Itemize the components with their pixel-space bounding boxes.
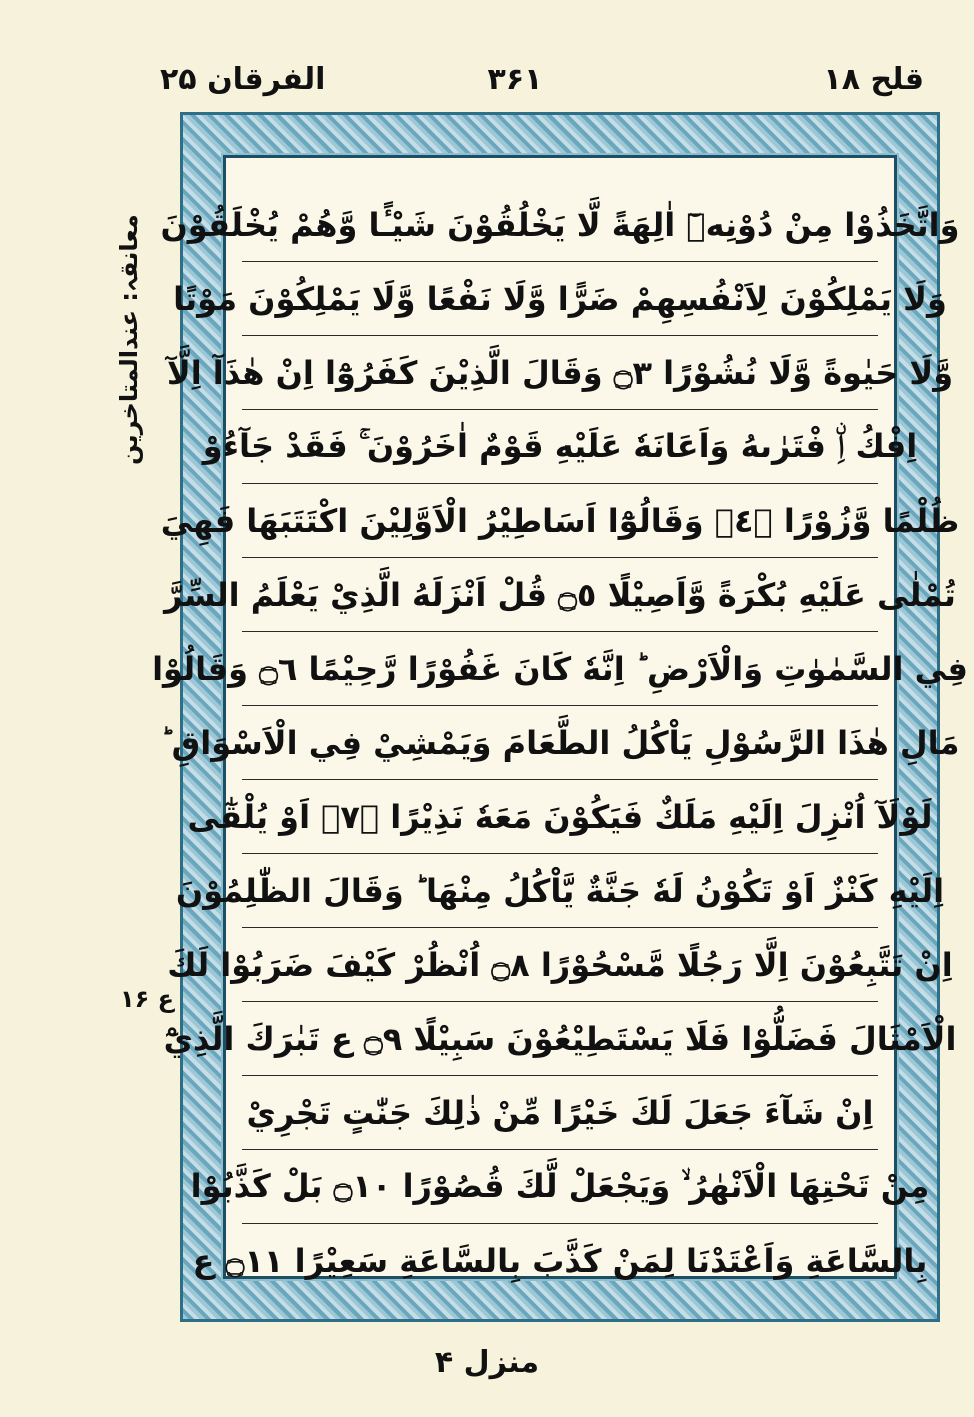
verse-line-11: اِنْ تَتَّبِعُوْنَ اِلَّا رَجُلًا مَّسْحُوْرًا ۝٨ اُنْظُرْ كَيْفَ ضَرَبُوْا لَكَ (242, 928, 878, 1002)
verse-line-5: ظُلْمًا وَّزُوْرًا ۝٤ۚ وَقَالُوْٓا اَسَاطِيْرُ الْاَوَّلِيْنَ اكْتَتَبَهَا فَهِيَ (242, 484, 878, 558)
margin-note: معانقہ: عندالمتاخرین (115, 214, 143, 466)
verse-line-8: مَالِ هٰذَا الرَّسُوْلِ يَاْكُلُ الطَّعَامَ وَيَمْشِيْ فِي الْاَسْوَاقِ ؕ (242, 706, 878, 780)
ruku-marker: ع ۱۶ (120, 985, 175, 1013)
manzil-footer: منزل ۴ (434, 1345, 540, 1380)
verse-line-7: فِي السَّمٰوٰتِ وَالْاَرْضِ ؕ اِنَّهٗ كَانَ غَفُوْرًا رَّحِيْمًا ۝٦ وَقَالُوْا (242, 632, 878, 706)
juz-label: قلح ۱۸ (823, 62, 924, 97)
verse-line-12: الْاَمْثَالَ فَضَلُّوْا فَلَا يَسْتَطِيْعُوْنَ سَبِيْلًا ۝٩ ع تَبٰرَكَ الَّذِيْٓ (242, 1002, 878, 1076)
verse-line-1: وَاتَّخَذُوْا مِنْ دُوْنِهٖٓ اٰلِهَةً لَّا يَخْلُقُوْنَ شَيْـًٔا وَّهُمْ يُخْلَقُوْنَ (242, 188, 878, 262)
verse-line-2: وَلَا يَمْلِكُوْنَ لِاَنْفُسِهِمْ ضَرًّا وَّلَا نَفْعًا وَّلَا يَمْلِكُوْنَ مَوْتًا (242, 262, 878, 336)
ornamental-border (152, 112, 968, 1322)
verse-line-13: اِنْ شَآءَ جَعَلَ لَكَ خَيْرًا مِّنْ ذٰلِكَ جَنّٰتٍ تَجْرِيْ (242, 1076, 878, 1150)
surah-label: الفرقان ۲۵ (160, 62, 326, 97)
verse-line-10: اِلَيْهِ كَنْزٌ اَوْ تَكُوْنُ لَهٗ جَنَّةٌ يَّاْكُلُ مِنْهَا ؕ وَقَالَ الظّٰلِمُوْنَ (242, 854, 878, 928)
verse-line-15: بِالسَّاعَةِ وَاَعْتَدْنَا لِمَنْ كَذَّبَ بِالسَّاعَةِ سَعِيْرًا ۝١١ ع (192, 1242, 928, 1280)
verse-line-4: اِفْكُ اِۨ فْتَرٰىهُ وَاَعَانَهٗ عَلَيْهِ قَوْمٌ اٰخَرُوْنَ ۚ فَقَدْ جَآءُوْ (242, 410, 878, 484)
page-header (0, 50, 974, 110)
verse-line-14: مِنْ تَحْتِهَا الْاَنْهٰرُ ۙ وَيَجْعَلْ لَّكَ قُصُوْرًا ۝١٠ بَلْ كَذَّبُوْا (242, 1150, 878, 1224)
page-number: ۳۶۱ (487, 62, 543, 97)
verse-line-6: تُمْلٰى عَلَيْهِ بُكْرَةً وَّاَصِيْلًا ۝٥ قُلْ اَنْزَلَهُ الَّذِيْ يَعْلَمُ السِّرَّ (242, 558, 878, 632)
verse-lines (152, 188, 968, 1280)
verse-line-9: لَوْلَآ اُنْزِلَ اِلَيْهِ مَلَكٌ فَيَكُوْنَ مَعَهٗ نَذِيْرًا ۝٧ۙ اَوْ يُلْقٰٓى (242, 780, 878, 854)
text-panel (152, 155, 968, 1280)
verse-line-3: وَّلَا حَيٰوةً وَّلَا نُشُوْرًا ۝٣ وَقَالَ الَّذِيْنَ كَفَرُوْٓا اِنْ هٰذَآ اِلَّآ (242, 336, 878, 410)
